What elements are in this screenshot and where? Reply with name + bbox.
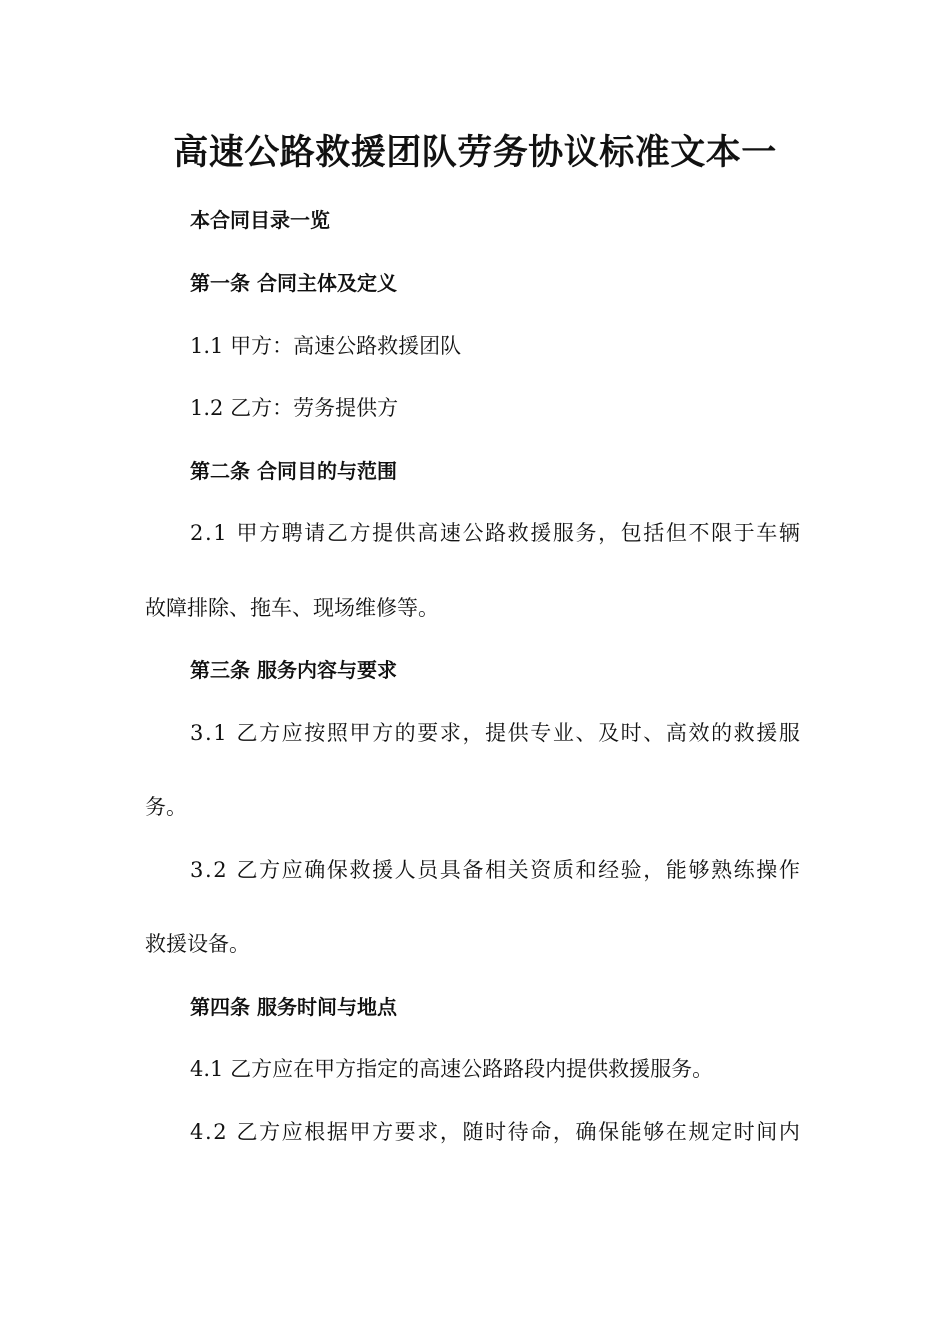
clause-text: 4.1 乙方应在甲方指定的高速公路路段内提供救援服务。 xyxy=(190,1057,714,1081)
clause-text-continued: 务。 xyxy=(145,795,187,819)
clause-text: 4.2 乙方应根据甲方要求，随时待命，确保能够在规定时间内 xyxy=(190,1120,802,1144)
clause-text: 1.2 乙方：劳务提供方 xyxy=(190,396,399,420)
clause-text-continued: 故障排除、拖车、现场维修等。 xyxy=(145,596,439,620)
clause-text: 3.1 乙方应按照甲方的要求，提供专业、及时、高效的救援服 xyxy=(190,721,802,745)
document-title: 高速公路救援团队劳务协议标准文本一 xyxy=(173,132,777,173)
section-heading: 第三条 服务内容与要求 xyxy=(190,658,397,682)
clause-text: 3.2 乙方应确保救援人员具备相关资质和经验，能够熟练操作 xyxy=(190,858,802,882)
toc-heading: 本合同目录一览 xyxy=(190,208,330,232)
clause-text-continued: 救援设备。 xyxy=(145,932,250,956)
clause-text: 1.1 甲方：高速公路救援团队 xyxy=(190,334,462,358)
clause-text: 2.1 甲方聘请乙方提供高速公路救援服务，包括但不限于车辆 xyxy=(190,521,802,545)
section-heading: 第四条 服务时间与地点 xyxy=(190,995,397,1019)
section-heading: 第二条 合同目的与范围 xyxy=(190,459,397,483)
section-heading: 第一条 合同主体及定义 xyxy=(190,271,397,295)
